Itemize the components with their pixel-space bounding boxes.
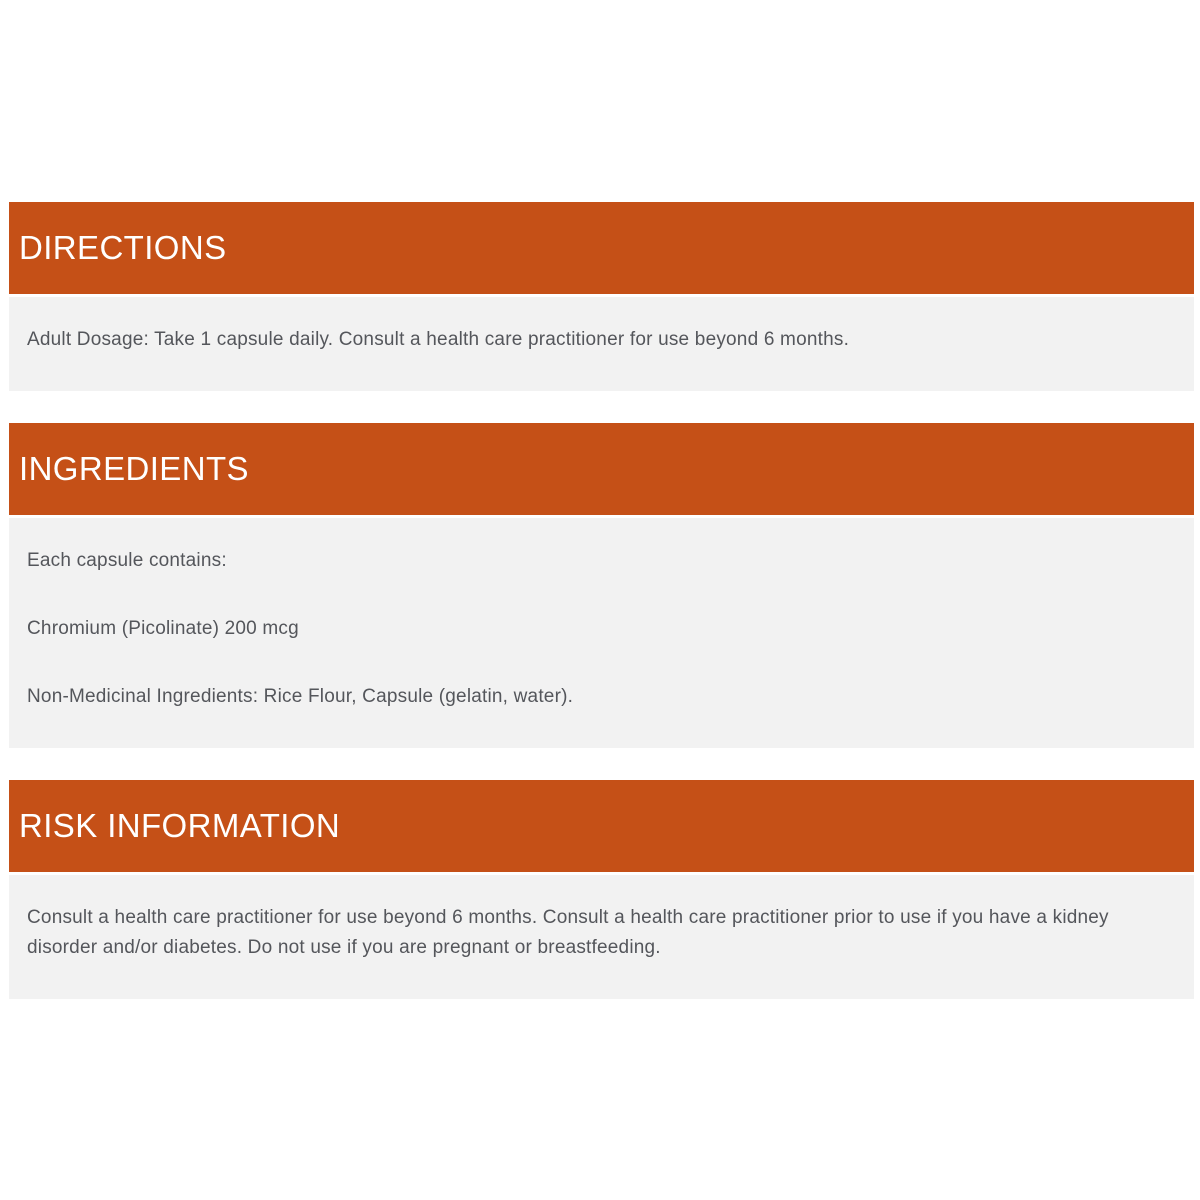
risk-information-body [9,875,1194,999]
directions-title: DIRECTIONS [19,229,227,266]
ingredients-header-bar [9,423,1194,515]
risk-information-text: Consult a health care practitioner for use beyond 6 months. Consult a health care practitioner prior to use if you have a kidney disorder and/or diabetes. Do not use if you are pregnant or breastfeeding. [27,907,1109,958]
risk-information-header-bar [9,780,1194,872]
ingredients-active-text: Chromium (Picolinate) 200 mcg [27,618,299,639]
ingredients-title: INGREDIENTS [19,450,249,487]
section-ingredients [9,423,1194,748]
directions-header-bar [9,202,1194,294]
ingredients-body [9,518,1194,748]
risk-information-title: RISK INFORMATION [19,807,341,844]
directions-body [9,297,1194,391]
ingredients-non-medicinal-text: Non-Medicinal Ingredients: Rice Flour, Capsule (gelatin, water). [27,686,574,707]
ingredients-intro-text: Each capsule contains: [27,550,227,571]
directions-dosage-text: Adult Dosage: Take 1 capsule daily. Consult a health care practitioner for use beyond 6 months. [27,329,850,350]
section-risk-information [9,780,1194,999]
section-directions [9,202,1194,391]
